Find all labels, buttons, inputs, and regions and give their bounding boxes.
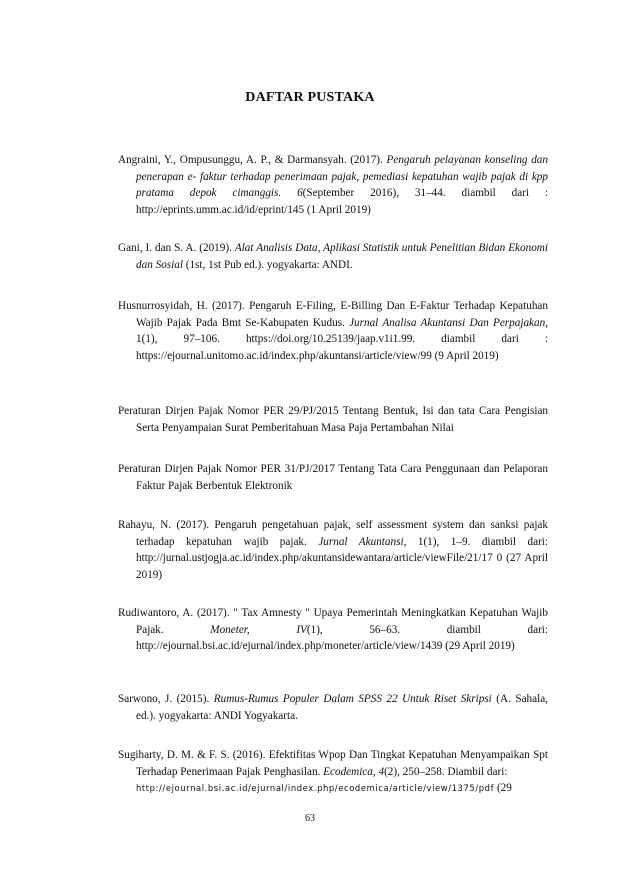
reference-url: http://ejournal.bsi.ac.id/ejurnal/index.php/ecodemica/article/view/1375/pdf: [136, 783, 495, 794]
reference-entry: Peraturan Dirjen Pajak Nomor PER 31/PJ/2017 Tentang Tata Cara Penggunaan dan Pelaporan Faktur Pajak Berbentuk Elektronik: [118, 463, 548, 492]
reference-entry: Gani, I. dan S. A. (2019). Alat Analisis Data, Aplikasi Statistik untuk Penelitian Bidan Ekonomi dan Sosial (1st, 1st Pub ed.). yogyakarta: ANDI.: [118, 242, 548, 271]
reference-entry: Husnurrosyidah, H. (2017). Pengaruh E-Filing, E-Billing Dan E-Faktur Terhadap Kepatuhan Wajib Pajak Pada Bmt Se-Kabupaten Kudus. Jurnal Analisa Akuntansi Dan Perpajakan, 1(1), 97–106. https://doi.org/10.25139/jaap.v1i1.99. diambil dari : https://ejournal.unitomo.ac.id/index.php/akuntansi/article/view/99 (9 April 2019): [118, 300, 548, 362]
reference-entry: Rahayu, N. (2017). Pengaruh pengetahuan pajak, self assessment system dan sanksi pajak terhadap kepatuhan wajib pajak. Jurnal Akuntansi, 1(1), 1–9. diambil dari: http://jurnal.ustjogja.ac.id/index.php/akuntansidewantara/article/viewFile/21/17 0 (27 April 2019): [118, 519, 548, 581]
reference-entry: Rudiwantoro, A. (2017). " Tax Amnesty " Upaya Pemerintah Meningkatkan Kepatuhan Wajib Pajak. Moneter, IV(1), 56–63. diambil dari: http://ejournal.bsi.ac.id/ejurnal/index.php/moneter/article/view/1439 (29 April 2019): [118, 607, 548, 653]
page-title: DAFTAR PUSTAKA: [245, 90, 375, 105]
page-number: 63: [305, 813, 315, 824]
reference-entry: Sarwono, J. (2015). Rumus-Rumus Populer Dalam SPSS 22 Untuk Riset Skripsi (A. Sahala, ed.). yogyakarta: ANDI Yogyakarta.: [118, 693, 548, 722]
reference-entry: Sugiharty, D. M. & F. S. (2016). Efektifitas Wpop Dan Tingkat Kepatuhan Menyampaikan Spt Terhadap Penerimaan Pajak Penghasilan. Ecodemica, 4(2), 250–258. Diambil dari: http://ejournal.bsi.ac.id/ejurnal/index.php/ecodemica/article/view/1375/pdf (29: [118, 749, 548, 795]
reference-entry: Angraini, Y., Ompusunggu, A. P., & Darmansyah. (2017). Pengaruh pelayanan konseling dan penerapan e- faktur terhadap penerimaan pajak, pemediasi kepatuhan wajib pajak di kpp pratama depok cimanggis. 6(September 2016), 31–44. diambil dari : http://eprints.umm.ac.id/id/eprint/145 (1 April 2019): [118, 154, 548, 216]
reference-entry: Peraturan Dirjen Pajak Nomor PER 29/PJ/2015 Tentang Bentuk, Isi dan tata Cara Pengisian Serta Penyampaian Surat Pemberitahuan Masa Paja Pertambahan Nilai: [118, 405, 548, 434]
